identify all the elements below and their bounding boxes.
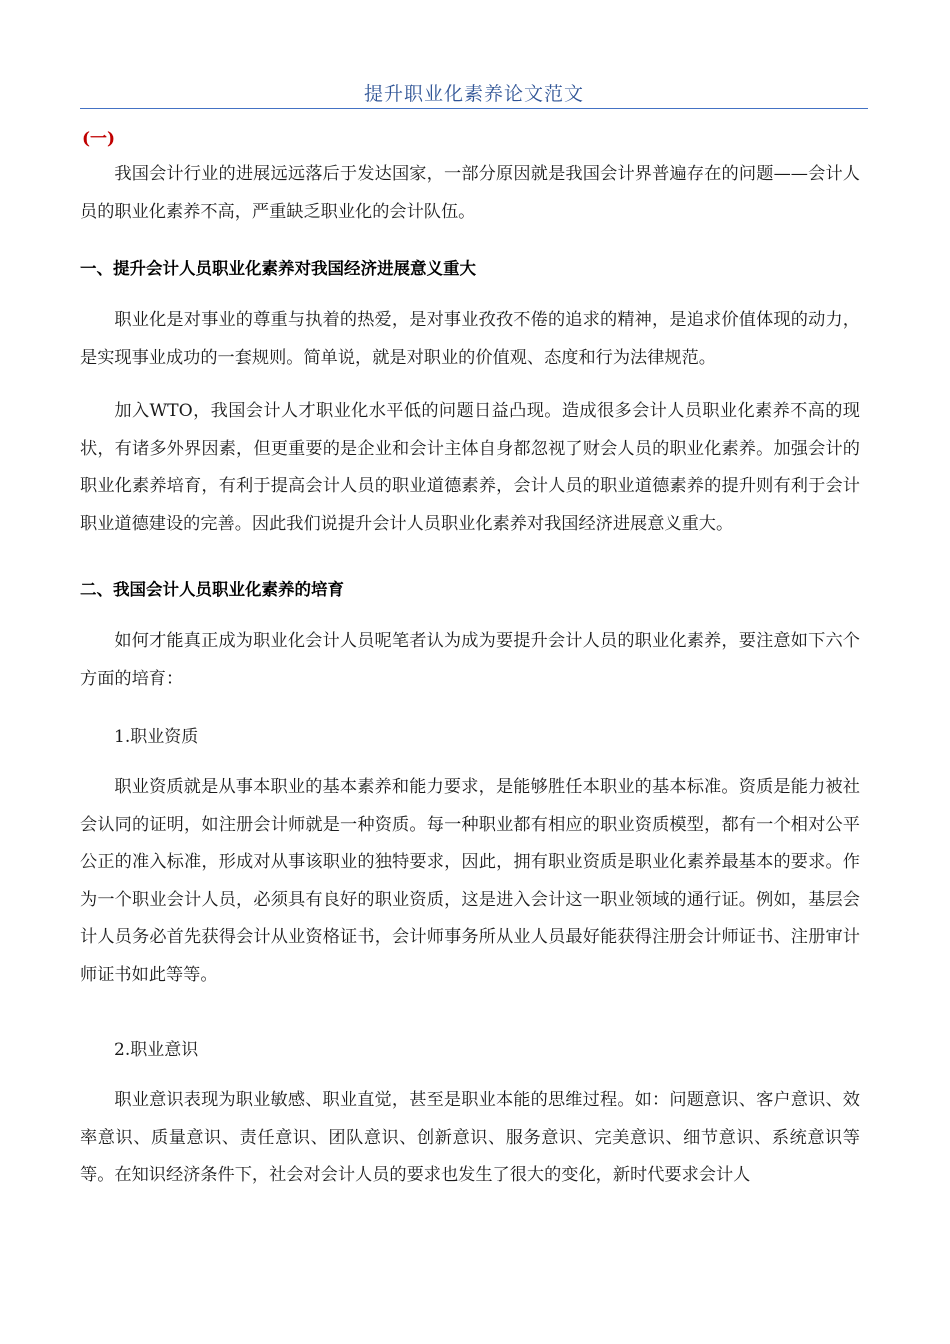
intro-paragraph: 我国会计行业的进展远远落后于发达国家，一部分原因就是我国会计界普遍存在的问题——会计人员的职业化素养不高，严重缺乏职业化的会计队伍。 bbox=[80, 164, 860, 222]
section-marker: (一) bbox=[82, 129, 116, 149]
paragraph-5: 职业意识表现为职业敏感、职业直觉，甚至是职业本能的思维过程。如：问题意识、客户意识、效率意识、质量意识、责任意识、团队意识、创新意识、服务意识、完美意识、细节意识、系统意识等等。在知识经济条件下，社会对会计人员的要求也发生了很大的变化，新时代要求会计人 bbox=[80, 1090, 860, 1185]
paragraph-3: 如何才能真正成为职业化会计人员呢笔者认为成为要提升会计人员的职业化素养，要注意如下六个方面的培育： bbox=[80, 631, 860, 689]
document-title: 提升职业化素养论文范文 bbox=[363, 83, 584, 105]
paragraph-4: 职业资质就是从事本职业的基本素养和能力要求，是能够胜任本职业的基本标准。资质是能力被社会认同的证明，如注册会计师就是一种资质。每一种职业都有相应的职业资质模型，都有一个相对公平公正的准入标准，形成对从事该职业的独特要求，因此，拥有职业资质是职业化素养最基本的要求。作为一个职业会计人员，必须具有良好的职业资质，这是进入会计这一职业领域的通行证。例如，基层会计人员务必首先获得会计从业资格证书，会计师事务所从业人员最好能获得注册会计师证书、注册审计师证书如此等等。 bbox=[80, 777, 860, 985]
paragraph-2: 加入WTO，我国会计人才职业化水平低的问题日益凸现。造成很多会计人员职业化素养不高的现状，有诸多外界因素，但更重要的是企业和会计主体自身都忽视了财会人员的职业化素养。加强会计的职业化素养培育，有利于提高会计人员的职业道德素养，会计人员的职业道德素养的提升则有利于会计职业道德建设的完善。因此我们说提升会计人员职业化素养对我国经济进展意义重大。 bbox=[80, 401, 860, 534]
title-divider bbox=[80, 108, 868, 109]
subsection-title-2: 2.职业意识 bbox=[114, 1040, 199, 1060]
paragraph-1: 职业化是对事业的尊重与执着的热爱，是对事业孜孜不倦的追求的精神，是追求价值体现的动力，是实现事业成功的一套规则。简单说，就是对职业的价值观、态度和行为法律规范。 bbox=[80, 310, 860, 368]
subsection-title-1: 1.职业资质 bbox=[114, 727, 199, 747]
section-heading-2: 二、我国会计人员职业化素养的培育 bbox=[80, 580, 344, 599]
section-heading-1: 一、提升会计人员职业化素养对我国经济进展意义重大 bbox=[80, 259, 476, 278]
